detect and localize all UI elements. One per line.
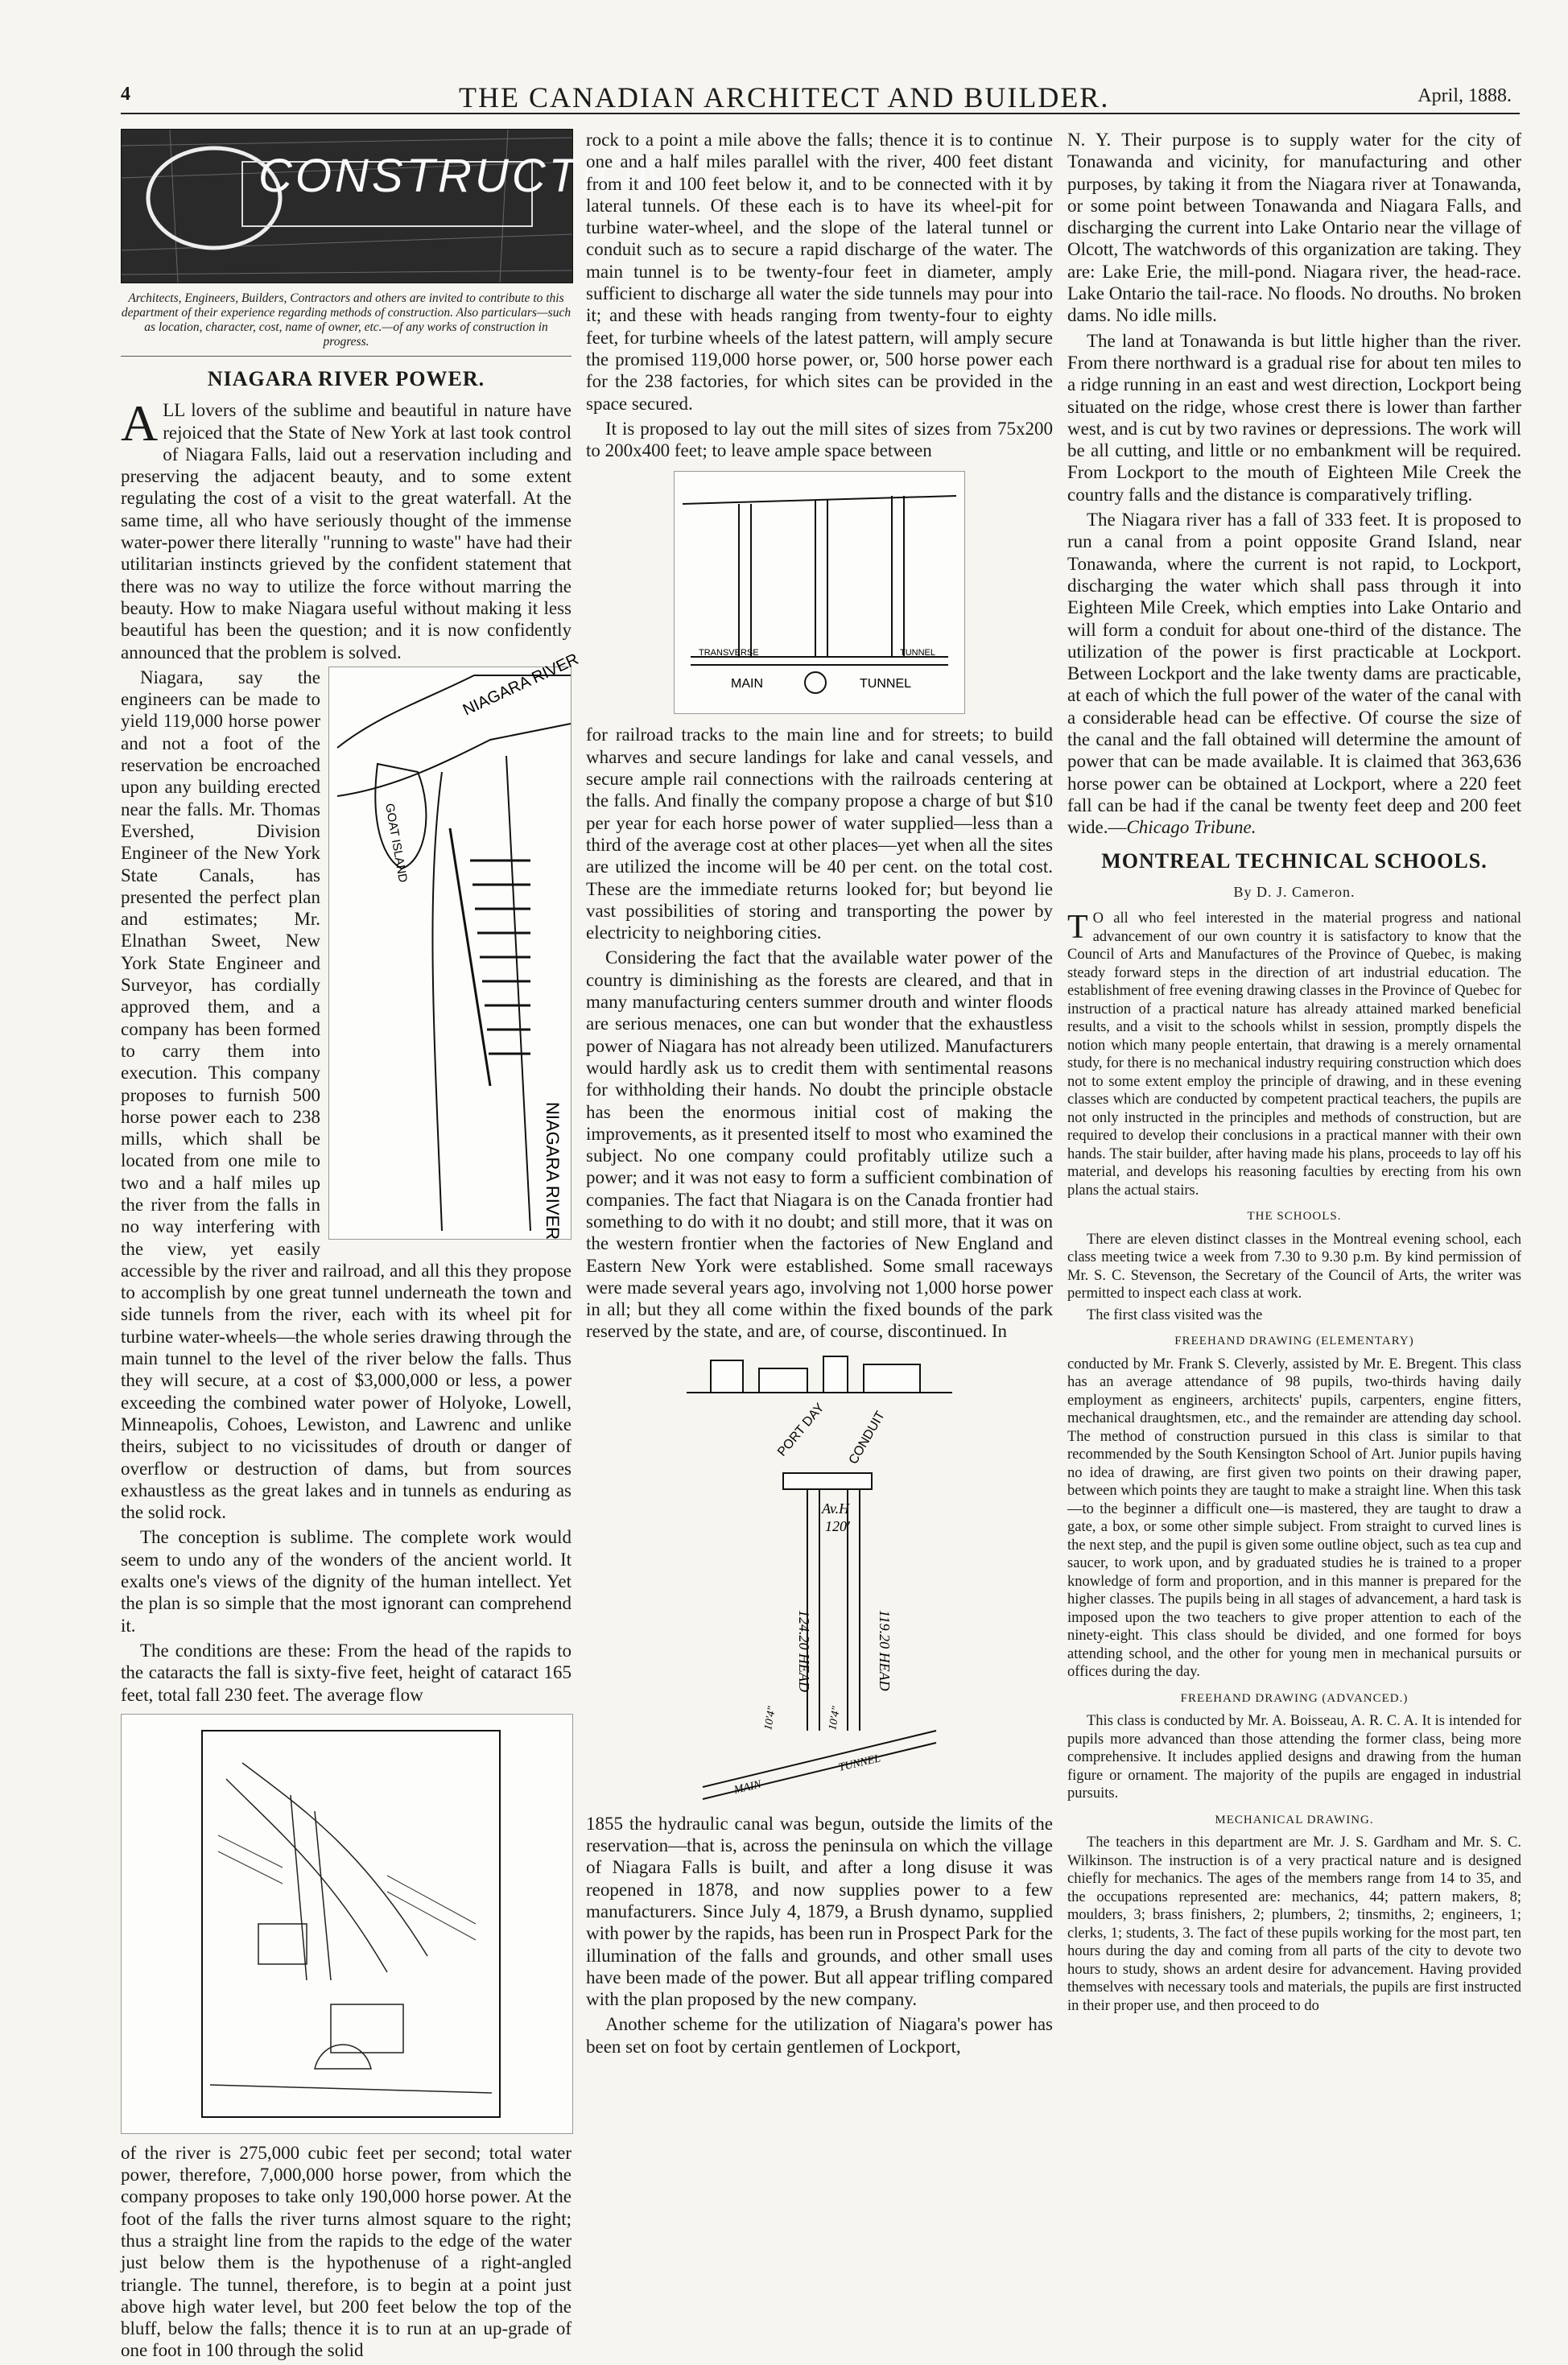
article-paragraph: The teachers in this department are Mr. J. S. Gardham and Mr. S. C. Wilkinson. The instruction is of a very practical nature and is designed chiefly for mechanics. The ages of the members range from 14 to 35, and the occupations represented are: mechanics, 44; pattern makers, 8; moulders, 3; brass finishers, 2; plumbers, 2; tinsmiths, 2; engineers, 1; clerks, 1; students, 3. The fact of these pupils working for the most part, ten hours during the day and coming from all parts of the city to devote two hours to study, shows an ardent desire for advancement. Having provided themselves with necessary tools and materials, the pupils are first instructed in their proper use, and then proceed to do xyxy=(1067,1835,1521,2014)
issue-date: April, 1888. xyxy=(1417,85,1512,106)
section-diagram-figure xyxy=(687,1352,952,1803)
label-conduit: CONDUIT xyxy=(846,1409,888,1467)
section-heading: FREEHAND DRAWING (ELEMENTARY) xyxy=(1174,1335,1414,1348)
source-credit: Chicago Tribune. xyxy=(1126,817,1256,838)
construction-banner xyxy=(121,129,674,283)
article-paragraph: It is proposed to lay out the mill sites of sizes from 75x200 to 200x400 feet; to leave ample space between xyxy=(586,418,1053,461)
article-paragraph: The first class visited was the xyxy=(1087,1306,1263,1323)
masthead-title: THE CANADIAN ARCHITECT AND BUILDER. xyxy=(459,81,1110,114)
label-avh: Av.H xyxy=(822,1500,850,1517)
column-3 xyxy=(1067,129,1521,2018)
section-heading: FREEHAND DRAWING (ADVANCED.) xyxy=(1180,1691,1409,1705)
niagara-map-figure xyxy=(328,650,582,1240)
page-number: 4 xyxy=(121,84,130,105)
montreal-article-body xyxy=(1067,910,1521,2015)
label-120: 120' xyxy=(825,1517,850,1534)
transverse-tunnel-figure xyxy=(674,471,965,714)
article-paragraph: Niagara, say the engineers can be made to yield 119,000 horse power and not a foot of the reservation be encroached upon any building erected near the falls. Mr. Thomas Evershed, Division Engineer of the New York State Canals, has presented the perfect plan and estimates; Mr. Elnathan Sweet, New York State Engineer and Surveyor, has cordially approved them, and a company has been formed to carry them into execution. This company proposes to furnish 500 horse power each to 238 mills, which shall be located from one mile to two and a half miles up the river from the falls in no way interfering with the view, yet easily accessible by the river and railroad, and all this they propose to accomplish by one great tunnel underneath the town and side tunnels from the river, each with its wheel pit for turbine water-wheels—the whole series drawing through the main tunnel to the level of the river below the falls. Thus they will secure, at a cost of $3,000,000 or less, a power exceeding the combined water power of Holyoke, Lowell, Minneapolis, Cohoes, Lewiston, and Lawrenc and unlike theirs, subject to no vicissitudes of drouth or danger of overflow or destruction of dams, but from sources exhaustless as the great lakes and in tunnels as enduring as the solid rock. xyxy=(121,667,571,1523)
map-label-river: NIAGARA RIVER xyxy=(543,1101,563,1240)
column-1 xyxy=(121,129,674,2365)
label-124-head: 124.20 HEAD xyxy=(796,1609,812,1692)
article-paragraph: for railroad tracks to the main line and for streets; to build wharves and secure landings for lake and canal vessels, and secure ample rail connections with the railroads centering at the falls. And finally the company propose a charge of but $10 per year for each horse power of water supplied—less than a third of the average cost at other places—yet when all the sites are utilized the income will be 40 per cent. on the total cost. These are the immediate returns looked for; but beyond lie vast possibilities of storing and transporting the power by electricity to neighboring cities. xyxy=(586,724,1053,943)
article-byline: By D. J. Cameron. xyxy=(1233,883,1355,900)
article-paragraph: There are eleven distinct classes in the Montreal evening school, each class meeting twice a week from 7.30 to 9.30 p.m. By kind permission of Mr. S. C. Stevenson, the Secretary of the Council of Arts, the writer was permitted to inspect each class at work. xyxy=(1067,1231,1521,1302)
article-paragraph: ALL lovers of the sublime and beautiful in nature have rejoiced that the State of New York at last took control of Niagara Falls, laid out a reservation including and preserving the adjacent beauty, and to some extent regulating the cost of a visit to the great waterfall. At the same time, all who have seriously thought of the immense water-power there literally "running to waste" have had their utilitarian instincts grieved by the confident statement that there was no way to utilize the force without marring the beauty. How to make Niagara useful without making it less beautiful has been the question; and it is now confidently announced that the problem is solved. xyxy=(121,394,571,662)
article-title-montreal: MONTREAL TECHNICAL SCHOOLS. xyxy=(1101,848,1488,873)
section-diagram-drawing xyxy=(687,1352,952,1803)
falls-tunnel-drawing xyxy=(122,1715,572,2133)
label-section-main: MAIN xyxy=(732,1778,763,1797)
article-paragraph: T O all who feel interested in the material progress and national advancement of our own country it is satisfactory to know that the Council of Arts and Manufactures of the Province of Quebec, is making steady forward steps in the direction of art industrial education. The establishment of free evening drawing classes in the Province of Quebec for instruction of a practical nature has already attained marked beneficial results, and a visit to the schools whilst in session, promptly dispels the notion which many people entertain, that drawing is a merely ornamental study, for there is no mechanical industry requiring construction which does not to some extent employ the principle of drawing, and in these evening classes which are conducted by competent practical teachers, the pupils are not only instructed in the principles and methods of construction, but are required to develop their conclusions in a practical manner with their own hands. The stair builder, after having made his plans, proceeds to lay off his material, and develops his reasoning faculties by erecting from his own plans the actual stairs. xyxy=(1067,909,1521,1199)
article-paragraph: rock to a point a mile above the falls; thence it is to continue one and a half miles parallel with the river, 400 feet distant from it and 100 feet below it, and to be connected with it by lateral tunnels. Of these each is to have its wheel-pit for turbine water-wheel, and the slope of the lateral tunnel or conduit such as to secure a rapid discharge of the water. The main tunnel is to be twenty-four feet in diameter, amply sufficient to discharge all water the side tunnels may pour into it; and these with heads ranging from twenty-four to eighty feet, for turbine wheels of the latest pattern, will amply secure the promised 119,000 horse power, or, 500 horse power each for the 238 factories, for which sites can be provided in the space secured. xyxy=(586,130,1053,414)
map-label-niagara-river: NIAGARA RIVER xyxy=(460,650,582,720)
page-header xyxy=(121,80,1520,114)
label-transverse: TRANSVERSE xyxy=(699,648,759,658)
niagara-map-drawing xyxy=(329,650,582,1240)
article-paragraph: Another scheme for the utilization of Niagara's power has been set on foot by certain gentlemen of Lockport, xyxy=(586,2014,1053,2057)
label-main: MAIN xyxy=(731,677,763,691)
banner-word: CONSTRUCTION xyxy=(258,150,674,202)
article-paragraph: The conditions are these: From the head of the rapids to the cataracts the fall is sixty-five feet, height of cataract 165 feet, total fall 230 feet. The average flow xyxy=(121,1640,571,1705)
article-paragraph: This class is conducted by Mr. A. Boisseau, A. R. C. A. It is intended for pupils more advanced than those attending the former class, being more comprehensive. It includes applied designs and drawing from the human figure or ornament. The majority of the pupils are engaged in industrial pursuits. xyxy=(1067,1713,1521,1802)
map-label-goat-island: GOAT ISLAND xyxy=(382,802,411,884)
article-paragraph: The conception is sublime. The complete work would seem to undo any of the wonders of the ancient world. It exalts one's views of the dignity of the human intellect. Yet the plan is so simple that the most ignorant can comprehend it. xyxy=(121,1527,571,1636)
label-119-head: 119.20 HEAD xyxy=(877,1609,893,1691)
article-paragraph: 1855 the hydraulic canal was begun, outside the limits of the reservation—that is, across the peninsula on which the village of Niagara Falls is built, and after a long disuse it was reopened in 1878, and now supplies power to a few manufacturers. Since July 4, 1879, a Brush dynamo, supplied with power by the rapids, has been run in Prospect Park for the illumination of the falls and grounds, and other small uses have been made of the power. But all appear trifling compared with the plan proposed by the new company. xyxy=(586,1813,1053,2010)
label-tunnel-small: TUNNEL xyxy=(900,648,936,658)
article-title-niagara: NIAGARA RIVER POWER. xyxy=(207,367,485,390)
article-paragraph: The land at Tonawanda is but little higher than the river. From there northward is a gradual rise for about ten miles to a ridge running in an east and west direction, Lockport being situated on the ridge, whose crest there is lower than farther west, and is cut by two ravines or depressions. The work will be all cutting, and little or no embankment will be required. From Lockport to the mouth of Eighteen Mile Creek the country falls and the distance is comparatively trifling. xyxy=(1067,330,1521,505)
label-10ft-a: 10'4" xyxy=(762,1705,779,1731)
article-paragraph: conducted by Mr. Frank S. Cleverly, assisted by Mr. E. Bregent. This class has an average attendance of 98 pupils, two-thirds having daily employment as engineers, architects' pupils, carpenters, engine fitters, mechanical draughtsmen, etc., and the remainder are attending day school. The method of construction pursued in this class is similar to that recommended by the South Kensington School of Art. Junior pupils having no idea of drawing, are first given two points on their drawing paper, between which points they are taught to make a straight line. When this task—to the beginner a difficult one—is mastered, they are taught to draw a gate, a box, or some other simple subject. From straight to curved lines is the next step, and the pupil is given some outline object, such as tea cup and saucer, to work upon, and by graduated studies he is trained to a proper knowledge of form and proportion, and in this manner is prepared for the higher classes. The pupils being in all stages of advancement, a hard task is imposed upon the two teachers to give proper attention to each of the ninety-eight. This class should be divided, and one formed for boys attending school, and the other for young men in mechanical pursuits or offices during the day. xyxy=(1067,1356,1521,1681)
label-port-day: PORT DAY xyxy=(775,1401,827,1459)
article-paragraph: N. Y. Their purpose is to supply water for the city of Tonawanda and vicinity, for manufacturing and other purposes, by taking it from the Niagara river at Tonawanda, or some point between Tonawanda and Niagara Falls, and discharging the current into Lake Ontario near the village of Olcott, The watchwords of this organization are taking. They are: Lake Erie, the mill-pond. Niagara river, the head-race. Lake Ontario the tail-race. No floods. No drouths. No broken dams. No idle mills. xyxy=(1067,130,1521,326)
transverse-tunnel-drawing xyxy=(675,472,964,713)
section-heading: THE SCHOOLS. xyxy=(1247,1210,1342,1224)
article-paragraph: Considering the fact that the available water power of the country is diminishing as the forests are cleared, and that in many manufacturing centers summer drouth and winter floods are serious menaces, one can but wonder that the exhaustless power of Niagara has not already been utilized. Manufacturers would hardly ask us to credit them with sentimental reasons for withholding their hands. No doubt the principle obstacle has been the enormous initial cost of making the improvements, as it presented itself to most who examined the subject. No one company could profitably utilize such a power; and it was not easy to form a sufficient combination of companies. The fact that Niagara is on the Canada frontier had something to do with it no doubt; and still more, that it was on the western frontier when the factories of New England and Eastern New York were established. Some small raceways were made several years ago, involving not 1,000 horse power in all; but they all come within the fixed bounds of the park reserved by the state, and are, of course, discontinued. In xyxy=(586,947,1053,1342)
label-section-tunnel: TUNNEL xyxy=(837,1752,882,1774)
falls-tunnel-figure xyxy=(121,1714,573,2134)
label-tunnel: TUNNEL xyxy=(860,677,912,691)
article-paragraph: of the river is 275,000 cubic feet per second; total water power, therefore, 7,000,000 horse power, from which the company proposes to take only 190,000 horse power. At the foot of the falls the river turns almost square to the right; thus a straight line from the rapids to the edge of the water just below them is the hypothenuse of a right-angled triangle. The tunnel, therefore, is to begin at a point just above high water level, but 200 feet below the top of the bluff, below the falls; thence it is to run at an up-grade of one foot in 100 through the solid xyxy=(121,2142,571,2361)
article-paragraph: The Niagara river has a fall of 333 feet. It is proposed to run a canal from a point opposite Grand Island, near Tonawanda, where the current is not rapid, to Lockport, discharging the water which shall pass through it into Eighteen Mile Creek, which empties into Lake Ontario and will form a conduit for about one-third of the distance. The utilization of the power is first practicable at Lockport. Between Lockport and the lake twenty dams are practicable, at each of which the full power of the water of the canal with a considerable head can be effective. Of course the size of the canal and the fall obtained will determine the amount of power that can be made available. It is claimed that 363,636 horse power can be obtained at Lockport, where a 220 feet fall can be had if the canal be twenty feet deep and 200 feet wide.—Chicago Tribune. xyxy=(1067,510,1521,838)
section-heading: MECHANICAL DRAWING. xyxy=(1215,1813,1374,1826)
column-2 xyxy=(586,129,1053,2061)
label-10ft-b: 10'4" xyxy=(827,1705,844,1731)
banner-caption: Architects, Engineers, Builders, Contractors and others are invited to contribute to this department of their experience regarding methods of construction. Also particulars—such as location, character, cost, name of owner, etc.—of any works of construction in progress. xyxy=(121,291,571,357)
